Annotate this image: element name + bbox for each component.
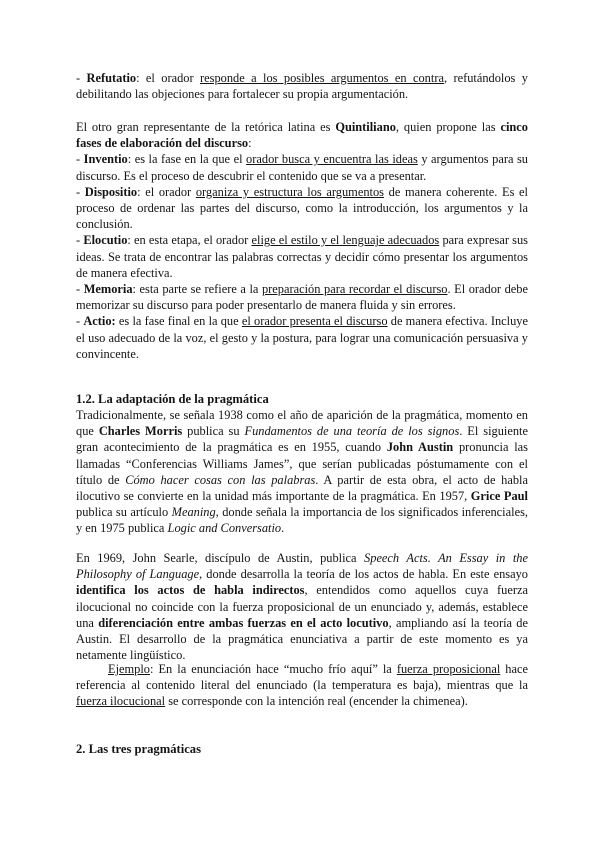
text-run: y argumentos para su discurso. Es el proceso de descubrir el contenido que se va a presentar. (76, 152, 529, 183)
text-run: Tradicionalmente, se señala 1938 como el año de aparición de la pragmática, momento en que (76, 408, 528, 439)
underlined-phrase: preparación para recordar el discurso (261, 282, 448, 297)
pragmatics-history-paragraph (76, 407, 528, 537)
text-run: es la fase final en la que (115, 314, 242, 329)
text-run: En 1969, John Searle, discípulo de Austin, publica (76, 551, 365, 565)
example-paragraph (76, 661, 528, 710)
text-run: : en esta etapa, el orador (127, 233, 252, 248)
list-item-memoria (76, 282, 528, 312)
text-run: : el orador (137, 184, 196, 199)
name-charles-morris: Charles Morris (98, 424, 183, 439)
article-title: Meaning (171, 505, 216, 520)
text-run: , entendidos como aquellos cuya fuerza ilocucional no coincide con la fuerza proposicional de un enunciado y, además, establece una (76, 583, 528, 630)
text-run: . El orador debe memorizar su discurso para poder presentarlo de manera fluida y sin errores. (76, 282, 528, 313)
list-item-actio (76, 314, 528, 360)
underlined-phrase: elige el estilo y el lenguaje adecuados (251, 233, 440, 248)
text-run: , refutándolos y debilitando las objeciones para fortalecer su propia argumentación. (76, 71, 528, 102)
text-run: : En la enunciación hace “mucho frío aquí” la (149, 662, 397, 676)
term-memoria: Memoria (83, 282, 133, 297)
list-dash: - (76, 184, 85, 199)
underlined-phrase: responde a los posibles argumentos en contra (200, 71, 444, 85)
underlined-phrase: el orador presenta el discurso (241, 314, 388, 329)
text-run: : (248, 136, 252, 151)
book-title: Cómo hacer cosas con las palabras (125, 472, 316, 487)
text-run: : el orador (136, 71, 201, 85)
list-item-dispositio (76, 185, 528, 231)
section-heading-1-2: 1.2. La adaptación de la pragmática (76, 392, 269, 406)
text-run: : es la fase en la que el (127, 152, 247, 167)
term-elocutio: Elocutio (83, 233, 128, 248)
text-run: hace referencia al contenido literal del enunciado (la temperatura es baja), mientras que la (76, 662, 529, 693)
underlined-phrase: fuerza proposicional (396, 662, 501, 676)
underlined-phrase: fuerza ilocucional (76, 694, 166, 709)
text-run: . A partir de esta obra, el acto de habla ilocutivo se convierte en la unidad más importante de la pragmática. En 1957, (76, 472, 528, 504)
bold-phrase: cinco fases de elaboración del discurso (76, 120, 528, 151)
example-label: Ejemplo (108, 662, 150, 676)
book-title: Speech Acts. An Essay in the Philosophy of Language (76, 551, 528, 582)
text-run: pronuncia las llamadas “Conferencias Williams James”, que serían publicadas póstumamente con el título de (76, 440, 528, 487)
text-run: . (281, 521, 285, 536)
list-dash: - (76, 314, 84, 329)
term-dispositio: Dispositio (84, 184, 138, 199)
text-run: , ampliando así la teoría de Austin. El desarrollo de la pragmática enunciativa a partir de este momento es ya netamente lingüístico. (76, 615, 528, 663)
text-run: , donde señala la importancia de los significados inferenciales, y en 1975 publica (76, 505, 528, 536)
refutatio-paragraph (76, 70, 528, 102)
bold-phrase: diferenciación entre ambas fuerzas en el acto locutivo (98, 615, 389, 630)
term-refutatio: Refutatio (86, 71, 137, 85)
list-dash: - (76, 152, 84, 167)
section-heading-2: 2. Las tres pragmáticas (76, 742, 201, 756)
text-run: publica su (182, 424, 245, 439)
article-title: Logic and Conversatio (167, 521, 282, 536)
list-item-inventio (76, 152, 528, 182)
text-run: de manera efectiva. Incluye el uso adecuado de la voz, el gesto y la postura, para lograr una comunicación persuasiva y convincente. (76, 314, 528, 361)
name-john-austin: John Austin (386, 440, 454, 455)
list-dash: - (76, 233, 84, 248)
list-dash: - (76, 282, 84, 297)
text-run: , quien propone las (395, 120, 501, 134)
name-grice-paul: Grice Paul (470, 489, 528, 504)
term-actio: Actio: (83, 314, 116, 329)
text-run: de manera coherente. Es el proceso de ordenar las partes del discurso, como la introducción, los argumentos y la conclusión. (76, 184, 529, 232)
list-dash: - (76, 71, 87, 85)
text-run: El otro gran representante de la retórica latina es (76, 120, 336, 134)
term-inventio: Inventio (83, 152, 128, 167)
text-run: se corresponde con la intención real (encender la chimenea). (165, 694, 468, 709)
book-title: Fundamentos de una teoría de los signos (244, 424, 460, 439)
text-run: para expresar sus ideas. Se trata de encontrar las palabras correctas y decidir cómo presentar los argumentos de manera efectiva. (76, 233, 528, 280)
underlined-phrase: organiza y estructura los argumentos (195, 184, 384, 199)
underlined-phrase: orador busca y encuentra las ideas (246, 152, 418, 167)
text-run: publica su artículo (76, 505, 172, 520)
quintiliano-intro-paragraph (76, 119, 528, 362)
searle-paragraph (76, 550, 528, 663)
text-run: . El siguiente gran acontecimiento de la pragmática es en 1955, cuando (76, 424, 528, 455)
text-run: , donde desarrolla la teoría de los actos de habla. En este ensayo (199, 567, 528, 582)
name-quintiliano: Quintiliano (335, 120, 396, 134)
list-item-elocutio (76, 233, 528, 279)
bold-phrase: identifica los actos de habla indirectos (76, 583, 305, 598)
text-run: : esta parte se refiere a la (132, 282, 262, 297)
